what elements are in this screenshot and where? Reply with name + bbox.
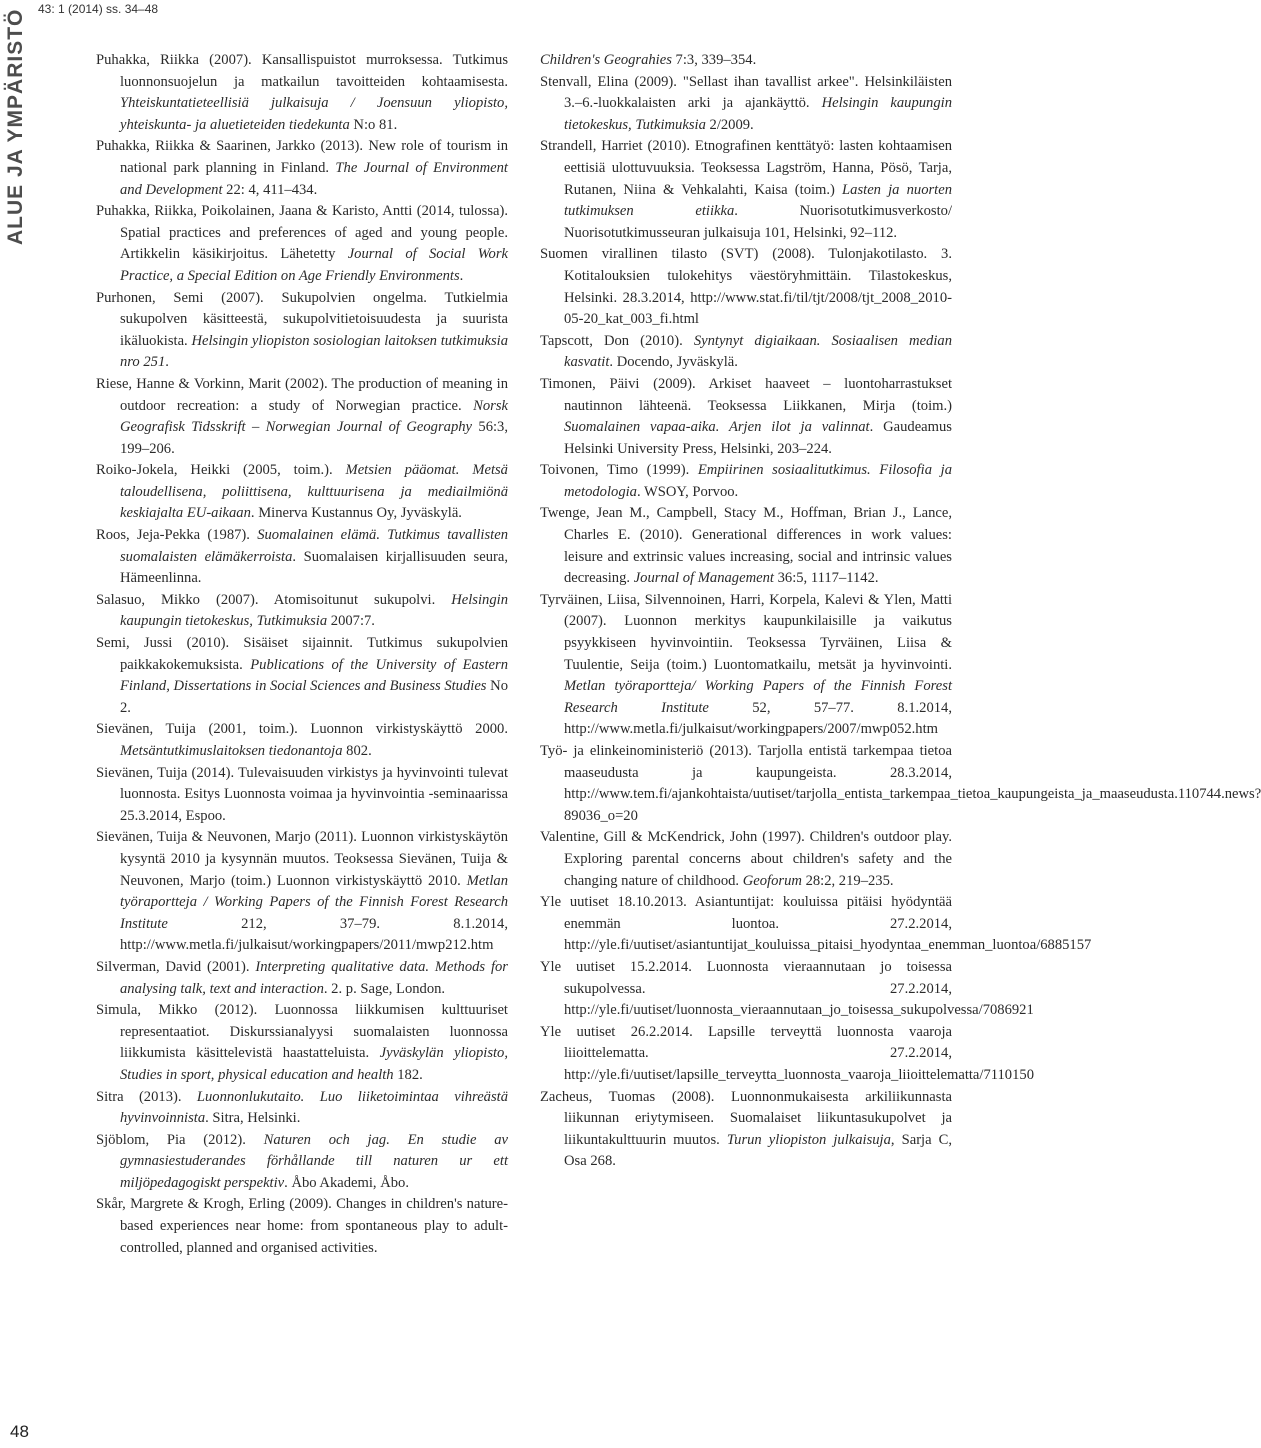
reference-entry [540,827,952,892]
reference-entry [540,1022,1034,1087]
reference-text-tail: 52, 57–77. 8.1.2014, http://www.metla.fi/julkaisut/workingpapers/2007/mwp052.htm [564,699,952,738]
reference-entry [540,374,952,460]
reference-title-italic: Syntynyt digiaikaan. Sosiaalisen median kasvatit [564,332,952,371]
reference-entry [540,741,1261,827]
reference-title-italic: Yhteiskuntatieteellisiä julkaisuja / Joensuun yliopisto, yhteiskunta- ja aluetieteiden tiedekunta [120,95,508,133]
reference-text-tail: . 2. p. Sage, London. [323,980,446,997]
reference-entry [96,633,508,719]
reference-title-italic: Geoforum [742,872,802,889]
reference-text: Sievänen, Tuija & Neuvonen, Marjo (2011). Luonnon virkistyskäytön kysyntä 2010 ja kysynnän muutos. Teoksessa Sievänen, Tuija & Neuvonen, Marjo (toim.) Luonnon virkistyskäyttö 2010. [96,829,508,889]
reference-title-italic: Jyväskylän yliopisto, Studies in sport, physical education and health [120,1045,509,1083]
reference-text-tail: . [165,354,169,371]
reference-text-tail: 36:5, 1117–1142. [773,570,879,587]
reference-title-italic: Metlan työraportteja / Working Papers of the Finnish Forest Research Institute [120,872,508,932]
reference-text-tail: 802. [342,743,372,759]
reference-text-tail: . Nuorisotutkimusverkosto/ Nuorisotutkimusseuran julkaisuja 101, Helsinki, 92–112. [564,203,952,241]
reference-title-italic: Suomalainen vapaa-aika. Arjen ilot ja valinnat [564,419,870,436]
reference-entry [96,590,508,633]
reference-title-italic: Metsien pääomat. Metsä taloudellisena, poliittisena, kulttuurisena ja mediailmiönä keskiajalta EU-aikaan [120,462,508,522]
journal-side-label [4,8,34,275]
reference-entry [96,827,508,957]
reference-text-tail: . WSOY, Porvoo. [636,483,739,500]
reference-text: Salasuo, Mikko (2007). Atomisoitunut sukupolvi. [96,591,452,608]
reference-title-italic: Interpreting qualitative data. Methods for analysing talk, text and interaction [120,958,508,997]
reference-entry [540,503,952,589]
reference-text: Suomen virallinen tilasto (SVT) (2008). Tulonjakotilasto. 3. Kotitalouksien tulokehitys väestöryhmittäin. Tilastokeskus, Helsinki. 28.3.2014, http://www.stat.fi/til/tjt/2008/tjt_2008_2010-05-20_kat_003_fi.html [540,246,952,328]
reference-text: Twenge, Jean M., Campbell, Stacy M., Hoffman, Brian J., Lance, Charles E. (2010). Generational differences in work values: leisure and extrinsic values increasing, social and intrinsic values decreasing. [540,505,952,587]
reference-text: Sjöblom, Pia (2012). [96,1131,264,1148]
reference-text: Puhakka, Riikka, Poikolainen, Jaana & Karisto, Antti (2014, tulossa). Spatial practices and preferences of aged and young people. Artikkelin käsikirjoitus. Lähetetty [96,203,508,263]
reference-text: Yle uutiset 15.2.2014. Luonnosta vieraannutaan jo toisessa sukupolvessa. 27.2.2014, http://yle.fi/uutiset/luonnosta_vieraannutaan_jo_toisessa_sukupolvessa/7086921 [540,958,1034,1019]
reference-text: Semi, Jussi (2010). Sisäiset sijainnit. Tutkimus sukupolvien paikkakokemuksista. [96,635,508,673]
reference-text-tail: . Gaudeamus Helsinki University Press, Helsinki, 203–224. [564,419,952,457]
reference-entry [96,525,508,590]
reference-entry [96,136,508,201]
reference-entry [540,72,952,137]
reference-text-tail: . [459,267,464,284]
reference-text: Sievänen, Tuija (2001, toim.). Luonnon virkistyskäyttö 2000. [96,721,508,738]
reference-text: Työ- ja elinkeinoministeriö (2013). Tarjolla entistä tarkempaa tietoa maaseudusta ja kaupungeista. 28.3.2014, http://www.tem.fi/ajankohtaista/uutiset/tarjolla_entista_tarkempaa_tietoa_kaupungeista_ja_maaseudusta.110744.news?89036_o=20 [540,743,1261,824]
reference-entry [540,50,952,72]
reference-text: Stenvall, Elina (2009). "Sellast ihan tavallist arkee". Helsinkiläisten 3.–6.-luokkalaisten arki ja ajankäyttö. [540,73,952,112]
reference-text: Strandell, Harriet (2010). Etnografinen kenttätyö: lasten kohtaamisen eettisiä ulottuvuuksia. Teoksessa Lagström, Hanna, Pösö, Tarja, Rutanen, Niina & Vehkalahti, Kaisa (toim.) [540,138,952,198]
reference-text: Riese, Hanne & Vorkinn, Marit (2002). The production of meaning in outdoor recreation: a study of Norwegian practice. [96,375,508,414]
reference-title-italic: Publications of the University of Eastern Finland, Dissertations in Social Sciences and Business Studies [120,656,508,695]
reference-text: Roiko-Jokela, Heikki (2005, toim.). [96,462,346,479]
reference-text-tail: . Suomalaisen kirjallisuuden seura, Hämeenlinna. [120,548,508,587]
reference-text: Tapscott, Don (2010). [540,332,694,349]
reference-entry [96,1130,508,1195]
reference-entry [96,288,508,374]
reference-title-italic: The Journal of Environment and Development [120,159,508,198]
reference-text: Puhakka, Riikka & Saarinen, Jarkko (2013). New role of tourism in national park planning in Finland. [96,138,508,176]
reference-text-tail: 7:3, 339–354. [671,52,757,68]
reference-text: Simula, Mikko (2012). Luonnossa liikkumisen kulttuuriset representaatiot. Diskurssianalyysi suomalaisten luonnossa liikkumista käsittelevistä haastatteluista. [96,1002,508,1062]
reference-title-italic: Journal of Management [633,570,774,587]
reference-title-italic: Luonnonlukutaito. Luo liiketoimintaa vihreästä hyvinvoinnista [120,1088,509,1127]
reference-text-tail: 212, 37–79. 8.1.2014, http://www.metla.fi/julkaisut/workingpapers/2011/mwp212.htm [120,915,508,954]
reference-entry [540,590,952,741]
reference-title-italic: Helsingin kaupungin tietokeskus, Tutkimuksia [120,591,508,630]
reference-text: Timonen, Päivi (2009). Arkiset haaveet – luontoharrastukset nautinnon lähteenä. Teoksessa Liikkanen, Mirja (toim.) [540,375,952,414]
reference-title-italic: Empiirinen sosiaalitutkimus. Filosofia ja metodologia [564,462,952,500]
reference-text: Silverman, David (2001). [96,958,256,975]
reference-text-tail: 2007:7. [327,613,375,630]
reference-text: Roos, Jeja-Pekka (1987). [96,527,258,544]
reference-title-italic: Metsäntutkimuslaitoksen tiedonantoja [120,743,343,759]
reference-title-italic: Suomalainen elämä. Tutkimus tavallisten suomalaisten elämäkerroista [120,527,508,565]
reference-text: Yle uutiset 26.2.2014. Lapsille terveyttä luonnosta vaaroja liioittelematta. 27.2.2014, http://yle.fi/uutiset/lapsille_terveytta_luonnosta_vaaroja_liioittelematta/7110150 [540,1023,1034,1083]
reference-text-tail: . Sitra, Helsinki. [205,1110,301,1127]
reference-text-tail: , Sarja C, Osa 268. [564,1131,952,1170]
reference-entry [540,957,1034,1022]
reference-text-tail: 22: 4, 411–434. [222,181,318,198]
journal-citation-header: 43: 1 (2014) ss. 34–48 [38,2,159,16]
reference-entry [96,50,508,136]
reference-entry [96,719,508,762]
reference-title-italic: Norsk Geografisk Tidsskrift – Norwegian Journal of Geography [120,397,508,436]
reference-text: Sievänen, Tuija (2014). Tulevaisuuden virkistys ja hyvinvointi tulevat luonnosta. Esitys Luonnosta voimaa ja hyvinvointia -seminaarissa 25.3.2014, Espoo. [96,764,508,824]
page-number: 48 [10,1422,29,1441]
reference-text-tail: 28:2, 219–235. [801,872,894,889]
reference-text-tail: No 2. [120,678,508,716]
reference-entry [96,1087,508,1130]
reference-text: Zacheus, Tuomas (2008). Luonnonmukaisesta arkiliikunnasta liikunnan eriytymiseen. Suomalaiset liikuntasukupolvet ja liikuntakulttuurin muutos. [540,1088,952,1148]
reference-text: Valentine, Gill & McKendrick, John (1997). Children's outdoor play. Exploring parental concerns about children's safety and the changing nature of childhood. [540,829,952,889]
journal-title-vertical: ALUE JA YMPÄRISTÖ [4,8,27,245]
reference-entry [540,244,952,330]
reference-text-tail: . Minerva Kustannus Oy, Jyväskylä. [250,505,462,522]
reference-entry [96,460,508,525]
reference-entry [96,374,508,460]
reference-title-italic: Lasten ja nuorten tutkimuksen etiikka [564,181,952,220]
reference-title-italic: Helsingin yliopiston sosiologian laitoksen tutkimuksia nro 251 [120,332,508,371]
reference-title-italic: Journal of Social Work Practice, a Special Edition on Age Friendly Environments [120,246,508,284]
reference-text: Yle uutiset 18.10.2013. Asiantuntijat: kouluissa pitäisi hyödyntää enemmän luontoa. 27.2.2014, http://yle.fi/uutiset/asiantuntijat_kouluissa_pitaisi_hyodyntaa_enemman_luontoa/6885157 [540,894,1092,954]
reference-title-italic: Metlan työraportteja/ Working Papers of the Finnish Forest Research Institute [564,678,952,716]
reference-text-tail: 2/2009. [705,116,754,133]
reference-text: Toivonen, Timo (1999). [540,462,698,479]
reference-text: Sitra (2013). [96,1088,197,1105]
reference-text: Purhonen, Semi (2007). Sukupolvien ongelma. Tutkielmia sukupolven käsitteestä, sukupolvitietoisuudesta ja suurista ikäluokista. [96,289,508,349]
reference-entry [540,460,952,503]
reference-text-tail: 56:3, 199–206. [120,419,509,457]
reference-entry [540,136,952,244]
reference-entry [96,1000,508,1086]
reference-text-tail: . Docendo, Jyväskylä. [609,354,738,371]
references-left-column [96,50,508,1259]
reference-text: Skår, Margrete & Krogh, Erling (2009). Changes in children's nature-based experiences near home: from spontaneous play to adult-controlled, planned and organised activities. [96,1196,508,1256]
reference-entry [96,957,508,1000]
reference-entry [96,763,508,828]
reference-text: Puhakka, Riikka (2007). Kansallispuistot murroksessa. Tutkimus luonnonsuojelun ja matkailun tavoitteiden kohtaamisesta. [96,52,508,90]
reference-entry [540,331,952,374]
reference-entry [540,892,1092,957]
reference-entry [96,1194,508,1259]
references-right-column [540,50,1261,1173]
reference-entry [96,201,508,287]
reference-text-tail: 182. [393,1066,423,1083]
reference-title-italic: Turun yliopiston julkaisuja [726,1131,891,1148]
reference-title-italic: Helsingin kaupungin tietokeskus, Tutkimuksia [564,95,952,133]
reference-text-tail: N:o 81. [349,116,398,133]
reference-text-tail: . Åbo Akademi, Åbo. [284,1174,410,1191]
reference-entry [540,1087,952,1173]
reference-title-italic: Naturen och jag. En studie av gymnasiestuderandes förhållande till naturen ur ett miljöpedagogiskt perspektiv [120,1131,509,1191]
reference-text: Tyrväinen, Liisa, Silvennoinen, Harri, Korpela, Kalevi & Ylen, Matti (2007). Luonnon merkitys kaupunkilaisille ja vaikutus psyykkiseen hyvinvointiin. Teoksessa Tyrväinen, Liisa & Tuulentie, Seija (toim.) Luontomatkailu, metsät ja hyvinvointi. [540,591,952,673]
reference-title-italic: Children's Geograhies [540,52,672,68]
